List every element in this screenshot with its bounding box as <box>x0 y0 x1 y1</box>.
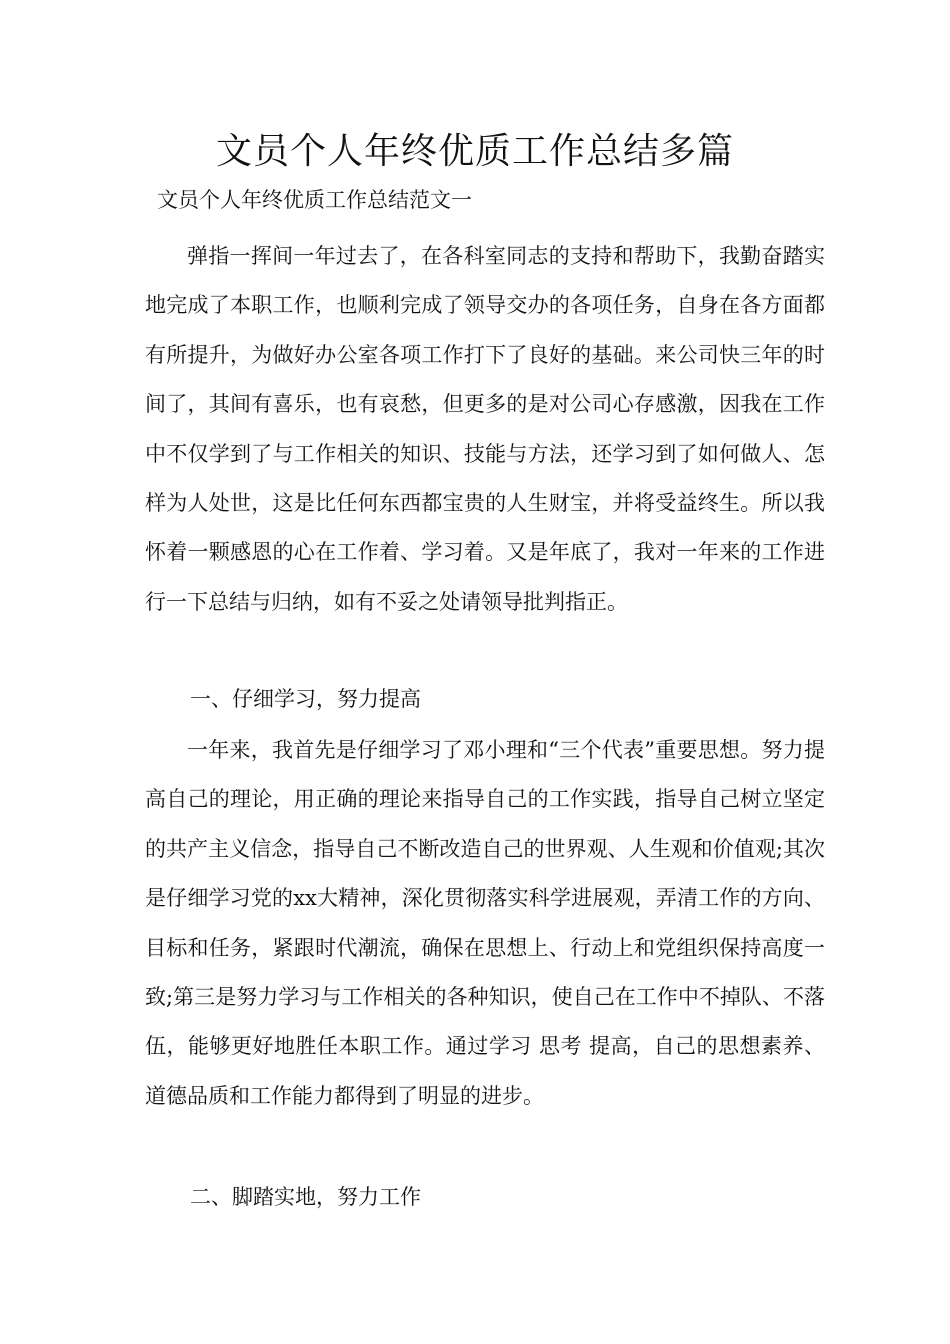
body-paragraph: 一年来，我首先是仔细学习了邓小理和“三个代表”重要思想。努力提高自己的理论，用正确的理论来指导自己的工作实践，指导自己树立坚定的共产主义信念，指导自己不断改造自己的世界观、人生观和价值观;其次是仔细学习党的xx大精神，深化贯彻落实科学进展观，弄清工作的方向、目标和任务，紧跟时代潮流，确保在思想上、行动上和党组织保持高度一致;第三是努力学习与工作相关的各种知识，使自己在工作中不掉队、不落伍，能够更好地胜任本职工作。通过学习 思考 提高，自己的思想素养、道德品质和工作能力都得到了明显的进步。 <box>145 738 825 1108</box>
document-subtitle: 文员个人年终优质工作总结范文一 <box>157 188 472 212</box>
section-heading: 二、脚踏实地，努力工作 <box>190 1185 421 1209</box>
document-title: 文员个人年终优质工作总结多篇 <box>215 131 734 172</box>
body-paragraph: 弹指一挥间一年过去了，在各科室同志的支持和帮助下，我勤奋踏实地完成了本职工作，也顺利完成了领导交办的各项任务，自身在各方面都有所提升，为做好办公室各项工作打下了良好的基础。来公司快三年的时间了，其间有喜乐，也有哀愁，但更多的是对公司心存感激，因我在工作中不仅学到了与工作相关的知识、技能与方法，还学习到了如何做人、怎样为人处世，这是比任何东西都宝贵的人生财宝，并将受益终生。所以我怀着一颗感恩的心在工作着、学习着。又是年底了，我对一年来的工作进行一下总结与归纳，如有不妥之处请领导批判指正。 <box>145 244 825 614</box>
section-heading: 一、仔细学习，努力提高 <box>190 687 421 711</box>
